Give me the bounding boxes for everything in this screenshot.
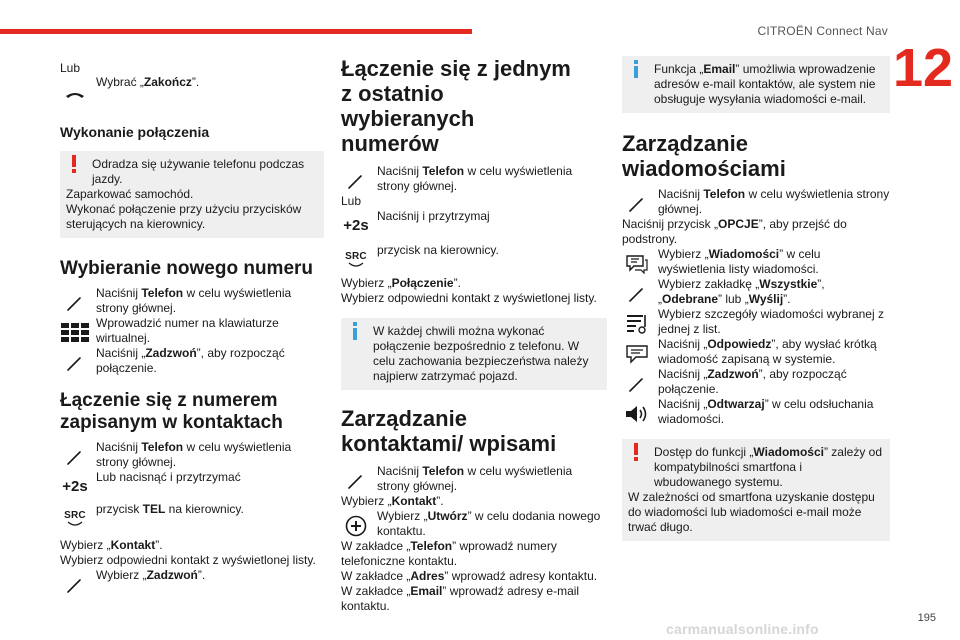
pencil-icon xyxy=(622,371,652,397)
pencil-icon xyxy=(341,168,371,194)
speaker-icon xyxy=(622,401,652,427)
src-button-icon: SRC xyxy=(60,506,90,532)
step-press-hold-text: Naciśnij i przytrzymaj xyxy=(377,209,490,223)
step-end-call-text: Wybrać „Zakończ”. xyxy=(96,75,200,89)
add-circle-icon xyxy=(341,513,371,539)
step-wheel-button-text: przycisk na kierownicy. xyxy=(377,243,499,257)
step-tab: Wybierz zakładkę „Wszystkie”, „Odebrane” lub „Wyślij”. xyxy=(622,277,890,307)
step-press-phone-2: Naciśnij Telefon w celu wyświetlenia strony głównej. xyxy=(60,440,324,470)
heading-new-number: Wybieranie nowego numeru xyxy=(60,258,314,279)
select-connection-text: Wybierz „Połączenie”. xyxy=(341,276,461,290)
options-text: Naciśnij przycisk „OPCJE”, aby przejść do podstrony. xyxy=(622,217,847,246)
watermark-text: carmanualsonline.info xyxy=(666,621,819,637)
phone-tab-text: W zakładce „Telefon” wprowadź numery telefoniczne kontaktu. xyxy=(341,539,557,568)
heading-contact-number: Łączenie się z numerem zapisanym w kontaktach xyxy=(60,390,283,433)
step-create: Wybierz „Utwórz” w celu dodania nowego kontaktu. xyxy=(341,509,607,539)
pencil-icon xyxy=(622,281,652,307)
info-text: W każdej chwili można wykonać połączenie bezpośrednio z telefonu. W celu zachowania bezpieczeństwa należy najpierw zatrzymać pojazd. xyxy=(373,324,589,383)
step-press-phone: Naciśnij Telefon w celu wyświetlenia strony głównej. xyxy=(60,286,324,316)
messages-icon xyxy=(622,251,652,277)
step-keypad-text: Wprowadzić numer na klawiaturze wirtualnej. xyxy=(96,316,279,345)
step-call: Naciśnij „Zadzwoń”, aby rozpocząć połączenie. xyxy=(622,367,890,397)
warning-line-2: Zaparkować samochód. xyxy=(66,187,194,201)
press-hold-2s-icon: +2s xyxy=(343,217,369,234)
step-end-call xyxy=(60,75,324,93)
step-play: Naciśnij „Odtwarzaj” w celu odsłuchania wiadomości. xyxy=(622,397,890,427)
column-2 xyxy=(341,56,607,614)
hang-up-icon xyxy=(60,81,90,107)
step-details-text: Wybierz szczegóły wiadomości wybranej z jednej z list. xyxy=(658,307,884,336)
info-text: Funkcja „Email” umożliwia wprowadzenie adresów e-mail kontaktów, ale system nie obsługuje wysyłania wiadomości e-mail. xyxy=(654,62,876,106)
step-tel-button: SRC przycisk TEL na kierownicy. xyxy=(60,502,324,528)
pencil-icon xyxy=(60,350,90,376)
warning-line-3: Wykonać połączenie przy użyciu przycisków sterujących na kierownicy. xyxy=(66,202,302,231)
step-press-phone-2: Naciśnij Telefon w celu wyświetlenia strony głównej. xyxy=(341,464,607,494)
select-from-list-text: Wybierz odpowiedni kontakt z wyświetlonej listy. xyxy=(60,553,316,567)
heading-manage-messages: Zarządzanie wiadomościami xyxy=(622,131,786,181)
pencil-icon xyxy=(341,468,371,494)
press-hold-2s-icon: +2s xyxy=(62,478,88,495)
column-1 xyxy=(60,56,324,586)
step-press-hold xyxy=(341,209,607,235)
step-wheel-button xyxy=(341,243,607,269)
step-press-hold xyxy=(60,470,324,496)
select-contact-text: Wybierz „Kontakt”. xyxy=(341,494,444,508)
reply-message-icon xyxy=(622,341,652,367)
step-select-call: Wybierz „Zadzwoń”. xyxy=(60,568,324,586)
email-tab-text: W zakładce „Email” wprowadź adresy e-mail kontaktu. xyxy=(341,584,580,613)
pencil-icon xyxy=(622,191,652,217)
src-button-icon: SRC xyxy=(341,247,371,273)
warning-box-call xyxy=(60,151,324,238)
lub-text: Lub xyxy=(341,194,362,208)
step-press-phone: Naciśnij Telefon w celu wyświetlenia strony głównej. xyxy=(622,187,890,217)
keypad-icon xyxy=(60,320,90,346)
warning-line-1: Dostęp do funkcji „Wiadomości” zależy od kompatybilności smartfona i wbudowanego systemu. xyxy=(654,445,882,489)
warning-line-2: W zależności od smartfona uzyskanie dostępu do wiadomości lub wiadomości e-mail może trwać długo. xyxy=(628,490,875,534)
step-press-phone: Naciśnij Telefon w celu wyświetlenia strony głównej. xyxy=(341,164,607,194)
step-messages: Wybierz „Wiadomości” w celu wyświetlenia listy wiadomości. xyxy=(622,247,890,277)
info-box-email xyxy=(622,56,890,113)
pencil-icon xyxy=(60,290,90,316)
info-box-phone xyxy=(341,318,607,390)
step-details xyxy=(622,307,890,337)
step-reply: Naciśnij „Odpowiedz”, aby wysłać krótką wiadomość zapisaną w systemie. xyxy=(622,337,890,367)
heading-manage-contacts: Zarządzanie kontaktami/ wpisami xyxy=(341,406,557,456)
warning-line-1: Odradza się używanie telefonu podczas jazdy. xyxy=(92,157,305,186)
step-press-hold-text: Lub nacisnąć i przytrzymać xyxy=(96,470,241,484)
chapter-number: 12 xyxy=(893,38,954,98)
heading-make-call: Wykonanie połączenia xyxy=(60,124,210,140)
pencil-icon xyxy=(60,444,90,470)
column-3 xyxy=(622,56,890,541)
header-title: CITROËN Connect Nav xyxy=(757,24,888,38)
list-details-icon xyxy=(622,311,652,337)
lub-text: Lub xyxy=(60,61,81,75)
address-tab-text: W zakładce „Adres” wprowadź adresy kontaktu. xyxy=(341,569,598,583)
select-contact-text: Wybierz „Kontakt”. xyxy=(60,538,163,552)
step-keypad xyxy=(60,316,324,346)
header-accent-bar xyxy=(0,29,472,34)
heading-recent-numbers: Łączenie się z jednym z ostatnio wybieranych numerów xyxy=(341,56,571,156)
step-call: Naciśnij „Zadzwoń”, aby rozpocząć połączenie. xyxy=(60,346,324,376)
pencil-icon xyxy=(60,572,90,598)
page-number: 195 xyxy=(917,612,936,624)
warning-box-messages xyxy=(622,439,890,541)
select-from-list-text: Wybierz odpowiedni kontakt z wyświetlonej listy. xyxy=(341,291,597,305)
